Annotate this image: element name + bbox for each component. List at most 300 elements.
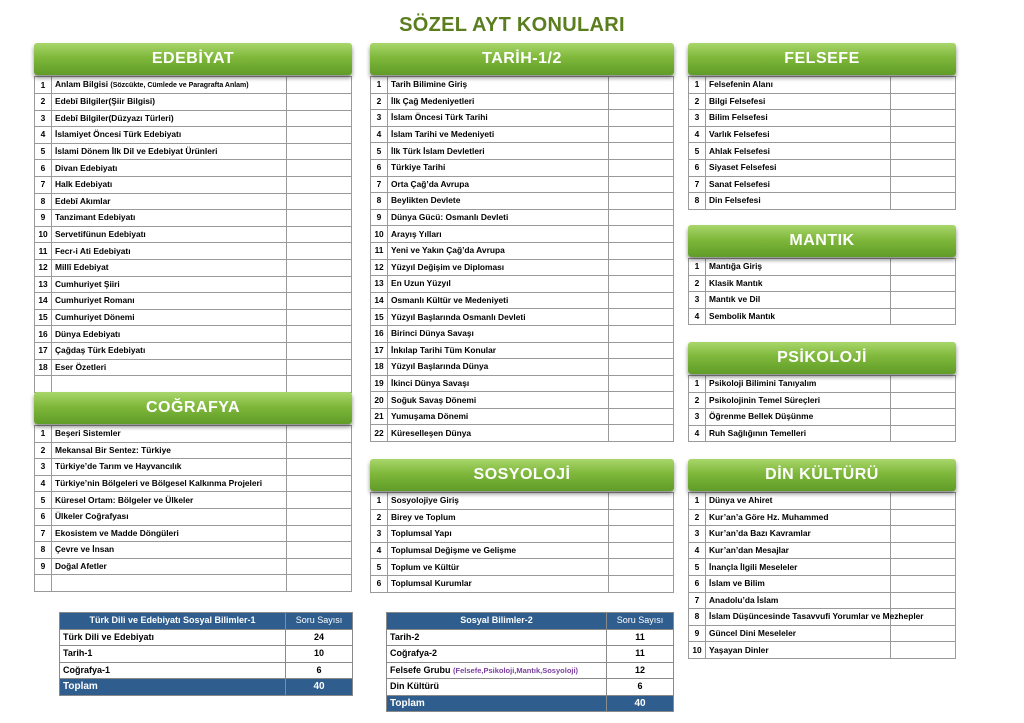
topic-check-cell (891, 376, 956, 393)
topic-number: 5 (689, 559, 706, 576)
topic-number: 1 (689, 259, 706, 276)
topic-name (706, 275, 891, 292)
section-title-edebiyat: EDEBİYAT (34, 43, 352, 75)
topic-name (52, 342, 287, 359)
topic-number: 16 (35, 326, 52, 343)
topic-check-cell (287, 492, 352, 509)
topic-row (35, 459, 352, 476)
topic-label: İslami Dönem İlk Dil ve Edebiyat Ürünleri (55, 146, 218, 157)
topic-name (52, 459, 287, 476)
topic-check-cell (891, 493, 956, 510)
topic-name (52, 525, 287, 542)
topic-name (388, 159, 609, 176)
topic-row (371, 309, 674, 326)
topic-check-cell (609, 392, 674, 409)
summary-header: Sosyal Bilimler-2 (387, 613, 607, 630)
topic-label: Türkiye’de Tarım ve Hayvancılık (55, 461, 182, 472)
section-title-psikoloji: PSİKOLOJİ (688, 342, 956, 374)
topic-check-cell (609, 193, 674, 210)
topic-number: 17 (371, 342, 388, 359)
topic-name (52, 442, 287, 459)
topic-name (706, 425, 891, 442)
topic-label: Çevre ve İnsan (55, 544, 115, 555)
topic-check-cell (287, 127, 352, 144)
topic-row (371, 159, 674, 176)
topic-label: Mekansal Bir Sentez: Türkiye (55, 444, 171, 455)
summary-count: 6 (607, 679, 674, 696)
topic-row (689, 509, 956, 526)
topic-check-cell (891, 259, 956, 276)
topic-number: 5 (371, 143, 388, 160)
topic-number: 1 (371, 493, 388, 510)
topic-check-cell (891, 126, 956, 143)
topic-name (388, 526, 609, 543)
topic-name (706, 609, 924, 626)
topic-row (35, 94, 352, 111)
topic-number: 7 (689, 176, 706, 193)
topic-row (35, 176, 352, 193)
topic-number: 1 (689, 493, 706, 510)
topic-check-cell (287, 143, 352, 160)
topic-row (689, 425, 956, 442)
topic-name (706, 409, 891, 426)
topic-number: 3 (371, 110, 388, 127)
topic-check-cell (287, 77, 352, 94)
topic-row (689, 275, 956, 292)
topic-row (689, 376, 956, 393)
topic-label: Eser Özetleri (55, 361, 107, 372)
topic-name (388, 375, 609, 392)
section-title-sosyoloji: SOSYOLOJİ (370, 459, 674, 491)
topic-row (371, 342, 674, 359)
summary-2 (386, 612, 674, 712)
topic-check-cell (287, 193, 352, 210)
topic-check-cell (609, 342, 674, 359)
summary-note: (Felsefe,Psikoloji,Mantık,Sosyoloji) (453, 665, 579, 675)
topic-check-cell (609, 292, 674, 309)
topic-check-cell (287, 558, 352, 575)
topic-number: 2 (35, 442, 52, 459)
topic-check-cell (609, 276, 674, 293)
summary-row (387, 679, 674, 696)
topic-label: Psikoloji Bilimini Tanıyalım (709, 378, 817, 389)
topic-name (388, 176, 609, 193)
topic-name (388, 226, 609, 243)
topic-check-cell (609, 242, 674, 259)
topic-label: İnkılap Tarihi Tüm Konular (391, 344, 497, 355)
topic-row (371, 93, 674, 110)
topic-number: 4 (689, 126, 706, 143)
topic-row (35, 326, 352, 343)
topic-label: Mantığa Giriş (709, 261, 763, 272)
topic-check-cell (891, 559, 956, 576)
topic-label: Ahlak Felsefesi (709, 145, 770, 156)
topic-row (35, 492, 352, 509)
topic-label: İslam Tarihi ve Medeniyeti (391, 129, 495, 140)
topic-number: 4 (689, 542, 706, 559)
topic-row (371, 493, 674, 510)
topic-row (35, 542, 352, 559)
topic-row (35, 575, 352, 592)
topic-row (689, 575, 956, 592)
topic-number: 15 (371, 309, 388, 326)
topic-name (388, 392, 609, 409)
topic-name (706, 376, 891, 393)
topic-number: 2 (689, 509, 706, 526)
topic-number: 8 (689, 193, 706, 210)
topic-name (706, 493, 891, 510)
topic-name (52, 542, 287, 559)
topic-number: 15 (35, 309, 52, 326)
topic-row (689, 625, 956, 642)
topic-label: Öğrenme Bellek Düşünme (709, 411, 814, 422)
topic-label: Halk Edebiyatı (55, 179, 113, 190)
topic-check-cell (287, 376, 352, 393)
topic-label: Kur’an’da Bazı Kavramlar (709, 528, 811, 539)
topic-row (371, 559, 674, 576)
topic-check-cell (891, 292, 956, 309)
topic-check-cell (891, 526, 956, 543)
topic-check-cell (287, 293, 352, 310)
topic-label: Edebî Bilgiler(Düzyazı Türleri) (55, 112, 174, 123)
topic-number: 4 (689, 308, 706, 325)
topic-check-cell (287, 276, 352, 293)
topic-label: Psikolojinin Temel Süreçleri (709, 394, 821, 405)
topic-label: Klasik Mantık (709, 277, 763, 288)
topic-row (689, 542, 956, 559)
topic-label: En Uzun Yüzyıl (391, 278, 451, 289)
topic-name (706, 592, 891, 609)
summary-1 (59, 612, 353, 696)
summary-table-2 (386, 612, 674, 712)
section-din (688, 459, 956, 659)
topic-label: Cumhuriyet Romanı (55, 295, 135, 306)
topic-number (35, 376, 52, 393)
topic-row (35, 193, 352, 210)
summary-header: Türk Dili ve Edebiyatı Sosyal Bilimler-1 (60, 613, 286, 630)
topic-name (388, 77, 609, 94)
topic-row (371, 425, 674, 442)
summary-count-header: Soru Sayısı (286, 613, 353, 630)
topic-number: 1 (689, 376, 706, 393)
topic-label: İslamiyet Öncesi Türk Edebiyatı (55, 129, 182, 140)
topic-name (388, 493, 609, 510)
topic-row (35, 293, 352, 310)
topic-name (52, 426, 287, 443)
topic-name (706, 559, 891, 576)
topic-check-cell (891, 176, 956, 193)
topic-number: 3 (689, 292, 706, 309)
summary-row (387, 629, 674, 646)
topic-name (388, 359, 609, 376)
topic-row (371, 392, 674, 409)
topic-check-cell (287, 110, 352, 127)
topic-row (35, 127, 352, 144)
topic-number: 2 (689, 392, 706, 409)
topic-number: 6 (35, 160, 52, 177)
summary-header-row (387, 613, 674, 630)
topic-number: 12 (371, 259, 388, 276)
topic-number: 4 (371, 542, 388, 559)
topic-name (52, 259, 287, 276)
topic-row (35, 77, 352, 94)
topic-label: Yeni ve Yakın Çağ’da Avrupa (391, 245, 505, 256)
topic-label: İslam ve Bilim (709, 578, 765, 589)
topic-name (706, 642, 891, 659)
topic-row (35, 243, 352, 260)
summary-count-header: Soru Sayısı (607, 613, 674, 630)
topic-name (52, 127, 287, 144)
topic-number: 9 (689, 625, 706, 642)
topic-number: 10 (371, 226, 388, 243)
topic-check-cell (609, 493, 674, 510)
topic-check-cell (609, 542, 674, 559)
topic-number: 6 (35, 508, 52, 525)
summary-label (60, 662, 286, 679)
section-sosyoloji (370, 459, 674, 593)
topic-check-cell (891, 425, 956, 442)
section-title-tarih: TARİH-1/2 (370, 43, 674, 75)
topic-table-sosyoloji (370, 492, 674, 593)
topic-check-cell (891, 625, 956, 642)
topic-check-cell (287, 210, 352, 227)
topic-check-cell (287, 508, 352, 525)
topic-check-cell (287, 359, 352, 376)
topic-number: 9 (35, 558, 52, 575)
topic-name (52, 293, 287, 310)
topic-check-cell (287, 475, 352, 492)
topic-name (706, 126, 891, 143)
topic-label: Bilgi Felsefesi (709, 95, 766, 106)
topic-row (35, 160, 352, 177)
topic-number: 1 (371, 77, 388, 94)
topic-number: 1 (689, 77, 706, 94)
topic-number: 3 (689, 110, 706, 127)
topic-row (371, 292, 674, 309)
section-tarih (370, 43, 674, 442)
topic-label: Varlık Felsefesi (709, 129, 770, 140)
topic-name (706, 143, 891, 160)
topic-check-cell (609, 408, 674, 425)
topic-check-cell (609, 309, 674, 326)
topic-label: Cumhuriyet Şiiri (55, 278, 120, 289)
topic-label: Kur’an’a Göre Hz. Muhammed (709, 511, 829, 522)
topic-row (371, 526, 674, 543)
topic-check-cell (609, 526, 674, 543)
topic-check-cell (287, 160, 352, 177)
topic-number: 4 (371, 126, 388, 143)
topic-name (388, 575, 609, 592)
topic-label: Anadolu’da İslam (709, 594, 779, 605)
topic-check-cell (891, 143, 956, 160)
topic-number: 18 (35, 359, 52, 376)
topic-number: 1 (35, 77, 52, 94)
summary-table-1 (59, 612, 353, 696)
topic-row (35, 508, 352, 525)
topic-row (35, 376, 352, 393)
topic-label: Beylikten Devlete (391, 195, 461, 206)
topic-number: 5 (35, 143, 52, 160)
topic-number: 16 (371, 325, 388, 342)
topic-label: Divan Edebiyatı (55, 162, 118, 173)
topic-name (706, 159, 891, 176)
topic-number: 2 (371, 93, 388, 110)
topic-name (388, 309, 609, 326)
topic-name (706, 575, 891, 592)
summary-total-row (387, 695, 674, 712)
topic-label: Mantık ve Dil (709, 294, 761, 305)
topic-label: İlk Türk İslam Devletleri (391, 145, 485, 156)
topic-name (706, 77, 891, 94)
summary-count: 24 (286, 629, 353, 646)
topic-label: Güncel Dini Meseleler (709, 628, 797, 639)
topic-row (689, 110, 956, 127)
topic-number: 2 (689, 275, 706, 292)
topic-row (371, 542, 674, 559)
topic-label: Toplum ve Kültür (391, 561, 460, 572)
topic-name (52, 160, 287, 177)
topic-name (52, 492, 287, 509)
topic-label: Yüzyıl Değişim ve Diploması (391, 261, 505, 272)
topic-number: 17 (35, 342, 52, 359)
topic-row (689, 592, 956, 609)
topic-row (35, 309, 352, 326)
topic-label: Millî Edebiyat (55, 262, 109, 273)
topic-number: 8 (35, 542, 52, 559)
topic-name (388, 342, 609, 359)
topic-check-cell (287, 309, 352, 326)
topic-label: Yüzyıl Başlarında Dünya (391, 361, 489, 372)
topic-check-cell (609, 425, 674, 442)
topic-label: Bilim Felsefesi (709, 112, 768, 123)
topic-label: Orta Çağ’da Avrupa (391, 178, 470, 189)
topic-row (371, 242, 674, 259)
section-cografya (34, 392, 352, 592)
topic-number: 6 (689, 575, 706, 592)
topic-label: Fecr-i Ati Edebiyatı (55, 245, 131, 256)
topic-label: Yaşayan Dinler (709, 644, 769, 655)
topic-label: Tanzimant Edebiyatı (55, 212, 136, 223)
topic-check-cell (891, 110, 956, 127)
topic-number: 10 (689, 642, 706, 659)
topic-number: 8 (371, 193, 388, 210)
topic-name (706, 392, 891, 409)
topic-number: 14 (371, 292, 388, 309)
topic-label: Yüzyıl Başlarında Osmanlı Devleti (391, 311, 526, 322)
topic-row (689, 159, 956, 176)
summary-total-label: Toplam (387, 695, 607, 712)
topic-check-cell (609, 375, 674, 392)
summary-row (60, 646, 353, 663)
topic-number (35, 575, 52, 592)
topic-row (371, 126, 674, 143)
summary-row (60, 629, 353, 646)
topic-check-cell (609, 509, 674, 526)
topic-row (35, 359, 352, 376)
topic-number: 7 (35, 176, 52, 193)
topic-row (371, 408, 674, 425)
topic-label: Dünya ve Ahiret (709, 495, 773, 506)
topic-row (35, 558, 352, 575)
topic-name (52, 359, 287, 376)
topic-label: Ekosistem ve Madde Döngüleri (55, 527, 179, 538)
topic-check-cell (891, 509, 956, 526)
topic-name (388, 292, 609, 309)
topic-table-din (688, 492, 956, 659)
topic-check-cell (609, 77, 674, 94)
topic-row (371, 276, 674, 293)
topic-label: Felsefenin Alanı (709, 79, 773, 90)
section-edebiyat (34, 43, 352, 393)
topic-table-psikoloji (688, 375, 956, 442)
summary-row (60, 662, 353, 679)
topic-name (52, 94, 287, 111)
topic-check-cell (287, 442, 352, 459)
topic-check-cell (891, 392, 956, 409)
topic-check-cell (287, 575, 352, 592)
topic-number: 5 (689, 143, 706, 160)
topic-row (371, 193, 674, 210)
topic-name (52, 508, 287, 525)
topic-name (52, 193, 287, 210)
topic-check-cell (287, 342, 352, 359)
topic-label: Edebî Akımlar (55, 195, 111, 206)
topic-number: 1 (35, 426, 52, 443)
topic-label: Din Felsefesi (709, 195, 761, 206)
topic-name (52, 276, 287, 293)
topic-row (35, 525, 352, 542)
topic-check-cell (287, 94, 352, 111)
topic-number: 10 (35, 226, 52, 243)
topic-label: İnançla İlgili Meseleler (709, 561, 798, 572)
topic-row (689, 493, 956, 510)
topic-label: Servetifünun Edebiyatı (55, 229, 146, 240)
topic-number: 7 (689, 592, 706, 609)
topic-number: 18 (371, 359, 388, 376)
topic-number: 14 (35, 293, 52, 310)
summary-count: 11 (607, 646, 674, 663)
topic-name (706, 176, 891, 193)
topic-check-cell (609, 209, 674, 226)
topic-row (371, 77, 674, 94)
summary-label-text: Coğrafya-1 (63, 664, 111, 675)
topic-number: 3 (35, 110, 52, 127)
topic-name (52, 558, 287, 575)
topic-name (52, 210, 287, 227)
topic-label: İkinci Dünya Savaşı (391, 377, 470, 388)
topic-name (706, 110, 891, 127)
topic-name (388, 408, 609, 425)
topic-row (371, 359, 674, 376)
summary-count: 10 (286, 646, 353, 663)
topic-label: Birey ve Toplum (391, 511, 456, 522)
topic-label: Tarih Bilimine Giriş (391, 79, 468, 90)
topic-number: 7 (371, 176, 388, 193)
topic-number: 5 (371, 559, 388, 576)
section-title-mantik: MANTIK (688, 225, 956, 257)
topic-check-cell (287, 459, 352, 476)
topic-table-cografya (34, 425, 352, 592)
topic-row (371, 110, 674, 127)
topic-label: Ülkeler Coğrafyası (55, 511, 129, 522)
topic-check-cell (891, 275, 956, 292)
topic-check-cell (287, 259, 352, 276)
topic-table-mantik (688, 258, 956, 325)
topic-check-cell (287, 525, 352, 542)
topic-row (689, 126, 956, 143)
topic-name (388, 425, 609, 442)
topic-row (371, 143, 674, 160)
